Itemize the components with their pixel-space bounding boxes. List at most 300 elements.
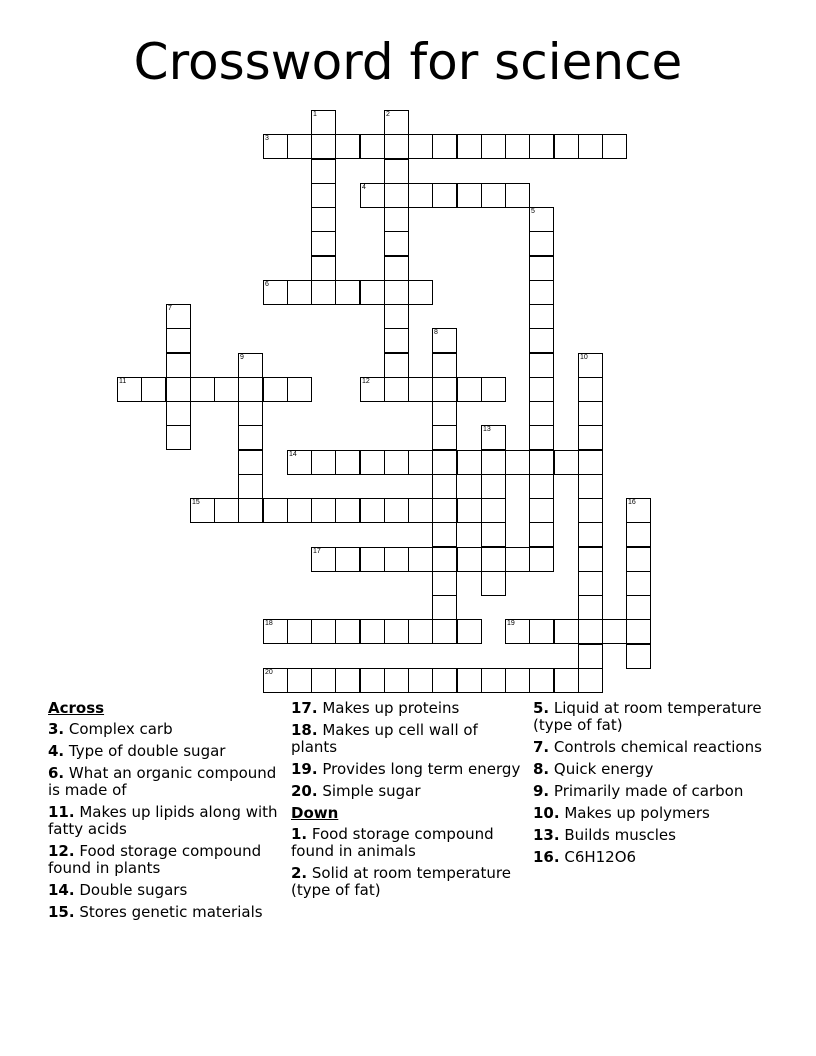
grid-cell[interactable] [238,401,263,426]
cell-letter-input[interactable] [433,620,456,643]
cell-letter-input[interactable] [506,135,529,158]
grid-cell[interactable] [626,547,651,572]
grid-cell[interactable] [408,668,433,693]
cell-letter-input[interactable] [579,402,602,425]
cell-letter-input[interactable] [433,548,456,571]
cell-letter-input[interactable] [312,232,335,255]
grid-cell[interactable] [238,377,263,402]
cell-letter-input[interactable] [409,281,432,304]
grid-cell[interactable] [432,401,457,426]
grid-cell[interactable] [554,134,579,159]
grid-cell[interactable] [432,571,457,596]
grid-cell[interactable] [529,353,554,378]
cell-letter-input[interactable] [361,451,384,474]
grid-cell[interactable] [360,668,385,693]
cell-letter-input[interactable] [385,184,408,207]
cell-letter-input[interactable] [482,548,505,571]
grid-cell[interactable] [432,547,457,572]
grid-cell[interactable] [554,668,579,693]
grid-cell[interactable] [408,450,433,475]
grid-cell[interactable] [578,134,603,159]
grid-cell[interactable] [384,207,409,232]
cell-letter-input[interactable] [433,523,456,546]
grid-cell[interactable] [578,522,603,547]
grid-cell[interactable] [529,280,554,305]
cell-letter-input[interactable] [603,135,626,158]
grid-cell[interactable] [481,377,506,402]
grid-cell[interactable] [384,183,409,208]
grid-cell[interactable] [335,450,360,475]
cell-letter-input[interactable] [361,548,384,571]
cell-letter-input[interactable] [312,499,335,522]
grid-cell[interactable] [481,668,506,693]
cell-letter-input[interactable] [385,499,408,522]
grid-cell[interactable] [602,619,627,644]
cell-letter-input[interactable] [385,451,408,474]
grid-cell[interactable] [481,571,506,596]
cell-letter-input[interactable] [627,645,650,668]
grid-cell[interactable] [166,425,191,450]
grid-cell[interactable] [408,498,433,523]
cell-letter-input[interactable] [361,620,384,643]
grid-cell[interactable] [578,401,603,426]
grid-cell[interactable] [360,134,385,159]
cell-letter-input[interactable] [555,620,578,643]
grid-cell[interactable] [626,619,651,644]
cell-letter-input[interactable] [264,378,287,401]
grid-cell[interactable] [626,595,651,620]
cell-letter-input[interactable] [482,475,505,498]
cell-letter-input[interactable] [530,257,553,280]
cell-letter-input[interactable] [167,426,190,449]
cell-letter-input[interactable] [385,160,408,183]
grid-cell[interactable] [481,547,506,572]
cell-letter-input[interactable] [312,184,335,207]
cell-letter-input[interactable] [530,523,553,546]
grid-cell[interactable] [335,498,360,523]
cell-letter-input[interactable] [433,451,456,474]
grid-cell[interactable] [457,134,482,159]
grid-cell[interactable] [311,134,336,159]
cell-letter-input[interactable] [482,523,505,546]
cell-letter-input[interactable] [433,669,456,692]
cell-letter-input[interactable] [361,281,384,304]
cell-letter-input[interactable] [264,499,287,522]
cell-letter-input[interactable] [385,378,408,401]
cell-letter-input[interactable] [312,620,335,643]
grid-cell[interactable] [384,231,409,256]
grid-cell[interactable] [311,207,336,232]
grid-cell[interactable] [287,450,312,475]
cell-letter-input[interactable] [530,548,553,571]
grid-cell[interactable] [311,231,336,256]
cell-letter-input[interactable] [458,548,481,571]
grid-cell[interactable] [626,498,651,523]
cell-letter-input[interactable] [336,135,359,158]
grid-cell[interactable] [432,377,457,402]
cell-letter-input[interactable] [530,281,553,304]
grid-cell[interactable] [432,474,457,499]
cell-letter-input[interactable] [361,669,384,692]
grid-cell[interactable] [481,474,506,499]
cell-letter-input[interactable] [409,451,432,474]
cell-letter-input[interactable] [433,572,456,595]
cell-letter-input[interactable] [530,329,553,352]
grid-cell[interactable] [481,498,506,523]
grid-cell[interactable] [311,256,336,281]
grid-cell[interactable] [360,377,385,402]
grid-cell[interactable] [457,377,482,402]
grid-cell[interactable] [578,619,603,644]
cell-letter-input[interactable] [530,451,553,474]
cell-letter-input[interactable] [336,669,359,692]
cell-letter-input[interactable] [530,669,553,692]
cell-letter-input[interactable] [530,499,553,522]
cell-letter-input[interactable] [312,160,335,183]
grid-cell[interactable] [408,134,433,159]
cell-letter-input[interactable] [409,499,432,522]
cell-letter-input[interactable] [288,135,311,158]
grid-cell[interactable] [529,474,554,499]
grid-cell[interactable] [481,134,506,159]
grid-cell[interactable] [384,304,409,329]
cell-letter-input[interactable] [458,378,481,401]
grid-cell[interactable] [505,619,530,644]
cell-letter-input[interactable] [530,378,553,401]
grid-cell[interactable] [311,498,336,523]
grid-cell[interactable] [529,256,554,281]
grid-cell[interactable] [360,183,385,208]
grid-cell[interactable] [505,547,530,572]
cell-letter-input[interactable] [433,475,456,498]
cell-letter-input[interactable] [506,451,529,474]
grid-cell[interactable] [263,377,288,402]
grid-cell[interactable] [432,668,457,693]
grid-cell[interactable] [505,668,530,693]
cell-letter-input[interactable] [506,669,529,692]
grid-cell[interactable] [335,134,360,159]
grid-cell[interactable] [457,450,482,475]
grid-cell[interactable] [335,280,360,305]
cell-letter-input[interactable] [409,548,432,571]
cell-letter-input[interactable] [579,426,602,449]
cell-letter-input[interactable] [627,548,650,571]
cell-letter-input[interactable] [312,257,335,280]
grid-cell[interactable] [384,159,409,184]
grid-cell[interactable] [166,377,191,402]
grid-cell[interactable] [578,377,603,402]
cell-letter-input[interactable] [239,378,262,401]
grid-cell[interactable] [287,668,312,693]
grid-cell[interactable] [626,644,651,669]
grid-cell[interactable] [384,450,409,475]
grid-cell[interactable] [238,474,263,499]
grid-cell[interactable] [602,134,627,159]
grid-cell[interactable] [263,498,288,523]
grid-cell[interactable] [238,425,263,450]
grid-cell[interactable] [626,522,651,547]
cell-letter-input[interactable] [215,499,238,522]
cell-letter-input[interactable] [288,378,311,401]
cell-letter-input[interactable] [239,499,262,522]
grid-cell[interactable] [311,619,336,644]
cell-letter-input[interactable] [433,499,456,522]
cell-letter-input[interactable] [361,135,384,158]
grid-cell[interactable] [578,644,603,669]
grid-cell[interactable] [311,280,336,305]
cell-letter-input[interactable] [336,451,359,474]
cell-letter-input[interactable] [167,354,190,377]
cell-letter-input[interactable] [385,329,408,352]
grid-cell[interactable] [384,668,409,693]
cell-letter-input[interactable] [312,281,335,304]
cell-letter-input[interactable] [530,232,553,255]
cell-letter-input[interactable] [288,499,311,522]
cell-letter-input[interactable] [409,378,432,401]
cell-letter-input[interactable] [458,499,481,522]
grid-cell[interactable] [238,353,263,378]
grid-cell[interactable] [578,547,603,572]
cell-letter-input[interactable] [530,305,553,328]
grid-cell[interactable] [481,425,506,450]
cell-letter-input[interactable] [167,329,190,352]
grid-cell[interactable] [578,425,603,450]
grid-cell[interactable] [311,547,336,572]
grid-cell[interactable] [432,328,457,353]
grid-cell[interactable] [384,377,409,402]
cell-letter-input[interactable] [506,548,529,571]
grid-cell[interactable] [529,668,554,693]
cell-letter-input[interactable] [288,281,311,304]
cell-letter-input[interactable] [433,378,456,401]
grid-cell[interactable] [408,377,433,402]
grid-cell[interactable] [360,619,385,644]
grid-cell[interactable] [432,522,457,547]
grid-cell[interactable] [360,498,385,523]
cell-letter-input[interactable] [336,548,359,571]
cell-letter-input[interactable] [239,426,262,449]
cell-letter-input[interactable] [385,669,408,692]
grid-cell[interactable] [287,498,312,523]
cell-letter-input[interactable] [579,475,602,498]
grid-cell[interactable] [335,619,360,644]
cell-letter-input[interactable] [579,620,602,643]
grid-cell[interactable] [578,353,603,378]
cell-letter-input[interactable] [312,135,335,158]
cell-letter-input[interactable] [530,475,553,498]
cell-letter-input[interactable] [482,184,505,207]
cell-letter-input[interactable] [458,135,481,158]
cell-letter-input[interactable] [482,451,505,474]
cell-letter-input[interactable] [312,669,335,692]
cell-letter-input[interactable] [555,135,578,158]
grid-cell[interactable] [335,547,360,572]
grid-cell[interactable] [190,498,215,523]
cell-letter-input[interactable] [482,135,505,158]
cell-letter-input[interactable] [555,669,578,692]
cell-letter-input[interactable] [579,135,602,158]
cell-letter-input[interactable] [579,523,602,546]
cell-letter-input[interactable] [530,354,553,377]
cell-letter-input[interactable] [530,426,553,449]
grid-cell[interactable] [141,377,166,402]
cell-letter-input[interactable] [142,378,165,401]
cell-letter-input[interactable] [167,378,190,401]
cell-letter-input[interactable] [409,184,432,207]
cell-letter-input[interactable] [530,402,553,425]
grid-cell[interactable] [529,498,554,523]
grid-cell[interactable] [360,450,385,475]
cell-letter-input[interactable] [555,451,578,474]
cell-letter-input[interactable] [579,645,602,668]
grid-cell[interactable] [408,183,433,208]
grid-cell[interactable] [384,619,409,644]
cell-letter-input[interactable] [627,620,650,643]
grid-cell[interactable] [335,668,360,693]
cell-letter-input[interactable] [482,572,505,595]
cell-letter-input[interactable] [385,620,408,643]
grid-cell[interactable] [457,547,482,572]
cell-letter-input[interactable] [385,135,408,158]
cell-letter-input[interactable] [530,620,553,643]
grid-cell[interactable] [529,304,554,329]
cell-letter-input[interactable] [288,669,311,692]
cell-letter-input[interactable] [579,451,602,474]
cell-letter-input[interactable] [579,572,602,595]
cell-letter-input[interactable] [239,475,262,498]
grid-cell[interactable] [529,134,554,159]
grid-cell[interactable] [529,328,554,353]
grid-cell[interactable] [432,619,457,644]
cell-letter-input[interactable] [433,426,456,449]
cell-letter-input[interactable] [530,135,553,158]
grid-cell[interactable] [457,668,482,693]
grid-cell[interactable] [384,280,409,305]
grid-cell[interactable] [263,619,288,644]
grid-cell[interactable] [166,401,191,426]
cell-letter-input[interactable] [433,596,456,619]
cell-letter-input[interactable] [239,402,262,425]
grid-cell[interactable] [432,595,457,620]
grid-cell[interactable] [190,377,215,402]
grid-cell[interactable] [166,304,191,329]
grid-cell[interactable] [384,353,409,378]
grid-cell[interactable] [166,353,191,378]
cell-letter-input[interactable] [312,208,335,231]
cell-letter-input[interactable] [506,184,529,207]
cell-letter-input[interactable] [433,402,456,425]
grid-cell[interactable] [408,280,433,305]
grid-cell[interactable] [457,183,482,208]
cell-letter-input[interactable] [433,354,456,377]
grid-cell[interactable] [360,547,385,572]
grid-cell[interactable] [311,450,336,475]
cell-letter-input[interactable] [215,378,238,401]
grid-cell[interactable] [287,619,312,644]
grid-cell[interactable] [432,183,457,208]
cell-letter-input[interactable] [458,184,481,207]
grid-cell[interactable] [408,547,433,572]
cell-letter-input[interactable] [603,620,626,643]
grid-cell[interactable] [554,619,579,644]
cell-letter-input[interactable] [579,378,602,401]
grid-cell[interactable] [505,183,530,208]
cell-letter-input[interactable] [579,548,602,571]
cell-letter-input[interactable] [627,572,650,595]
cell-letter-input[interactable] [433,135,456,158]
cell-letter-input[interactable] [336,620,359,643]
grid-cell[interactable] [578,498,603,523]
grid-cell[interactable] [626,571,651,596]
cell-letter-input[interactable] [579,499,602,522]
grid-cell[interactable] [408,619,433,644]
cell-letter-input[interactable] [336,281,359,304]
grid-cell[interactable] [432,134,457,159]
grid-cell[interactable] [384,134,409,159]
grid-cell[interactable] [263,668,288,693]
cell-letter-input[interactable] [312,451,335,474]
grid-cell[interactable] [384,498,409,523]
grid-cell[interactable] [384,110,409,135]
cell-letter-input[interactable] [579,669,602,692]
grid-cell[interactable] [166,328,191,353]
grid-cell[interactable] [457,498,482,523]
grid-cell[interactable] [432,498,457,523]
cell-letter-input[interactable] [385,354,408,377]
cell-letter-input[interactable] [482,378,505,401]
cell-letter-input[interactable] [409,669,432,692]
grid-cell[interactable] [238,450,263,475]
cell-letter-input[interactable] [385,305,408,328]
grid-cell[interactable] [578,474,603,499]
grid-cell[interactable] [529,377,554,402]
grid-cell[interactable] [432,353,457,378]
grid-cell[interactable] [529,619,554,644]
grid-cell[interactable] [214,377,239,402]
grid-cell[interactable] [505,134,530,159]
grid-cell[interactable] [360,280,385,305]
grid-cell[interactable] [481,183,506,208]
grid-cell[interactable] [311,668,336,693]
cell-letter-input[interactable] [433,184,456,207]
cell-letter-input[interactable] [458,669,481,692]
grid-cell[interactable] [263,280,288,305]
grid-cell[interactable] [432,450,457,475]
cell-letter-input[interactable] [288,620,311,643]
cell-letter-input[interactable] [627,596,650,619]
cell-letter-input[interactable] [385,548,408,571]
grid-cell[interactable] [384,547,409,572]
cell-letter-input[interactable] [385,257,408,280]
grid-cell[interactable] [578,571,603,596]
grid-cell[interactable] [311,110,336,135]
cell-letter-input[interactable] [361,499,384,522]
grid-cell[interactable] [238,498,263,523]
grid-cell[interactable] [578,595,603,620]
cell-letter-input[interactable] [167,402,190,425]
cell-letter-input[interactable] [482,669,505,692]
cell-letter-input[interactable] [627,523,650,546]
grid-cell[interactable] [578,668,603,693]
cell-letter-input[interactable] [191,378,214,401]
grid-cell[interactable] [214,498,239,523]
grid-cell[interactable] [311,159,336,184]
grid-cell[interactable] [505,450,530,475]
grid-cell[interactable] [287,280,312,305]
cell-letter-input[interactable] [458,620,481,643]
grid-cell[interactable] [287,377,312,402]
grid-cell[interactable] [384,256,409,281]
